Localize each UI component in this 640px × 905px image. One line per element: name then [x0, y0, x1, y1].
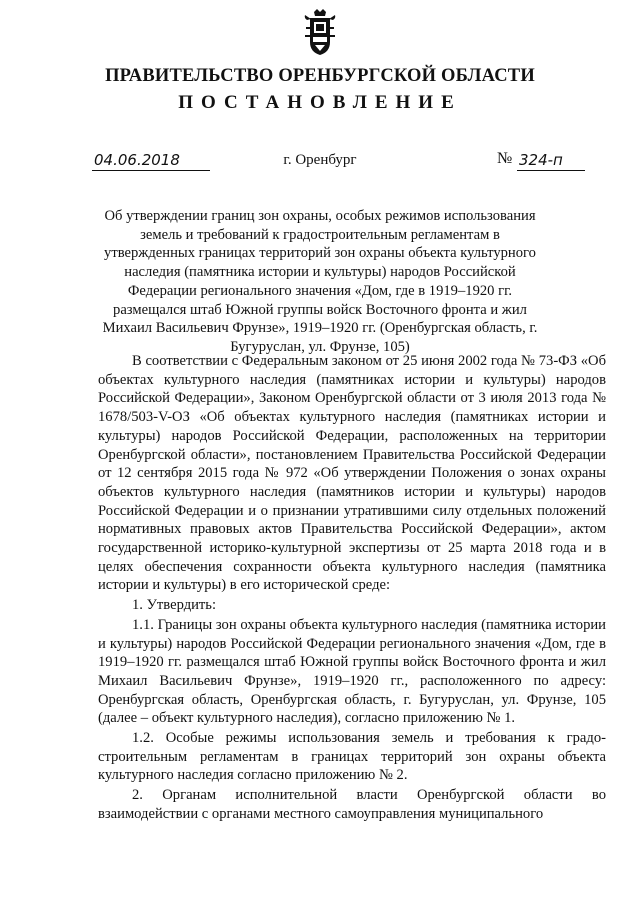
document-number-label: №	[497, 150, 513, 167]
coat-of-arms-emblem	[303, 8, 337, 56]
document-title: Об утверждении границ зон охраны, особых режимов использования земель и требований к градостроительным регламентам в утвержденных границах территорий зон охраны объекта культурного наследия (памятника истории и культуры) народов Российской Федерации регионального значения «Дом, где в 1919–1920 гг. размещался штаб Южной группы войск Восточного фронта и жил Михаил Васильевич Фрунзе», 1919–1920 гг. (Оренбургская область, г. Бугуруслан, ул. Фрунзе, 105)	[102, 208, 538, 355]
document-body	[98, 352, 606, 824]
document-city: г. Оренбург	[283, 152, 357, 168]
document-date: 04.06.2018	[92, 151, 210, 171]
item-1-2: 1.2. Особые режимы использования земель и требования к градо-строительным регламентам в границах территорий зон охраны объекта культурного наследия согласно приложению № 2.	[98, 730, 606, 784]
item-2: 2. Органам исполнительной власти Оренбургской области во взаимодействии с органами местного самоуправления муниципального	[98, 787, 606, 822]
item-1: 1. Утвердить:	[132, 597, 217, 614]
organization-name: ПРАВИТЕЛЬСТВО ОРЕНБУРГСКОЙ ОБЛАСТИ	[105, 66, 535, 86]
item-1-1: 1.1. Границы зон охраны объекта культурного наследия (памятника истории и культуры) народов Российской Федерации регионального значения «Дом, где в 1919–1920 гг. размещался штаб Южной группы войск Восточного фронта и жил Михаил Васильевич Фрунзе», 1919–1920 гг., расположенного по адресу: Оренбургская область, Оренбургская область, г. Бугуруслан, ул. Фрунзе, 105 (далее – объект культурного наследия), согласно приложению № 1.	[98, 616, 606, 727]
document-type: ПОСТАНОВЛЕНИЕ	[178, 92, 462, 113]
preamble-paragraph: В соответствии с Федеральным законом от 25 июня 2002 года № 73-ФЗ «Об объектах культурного наследия (памятниках истории и культуры) народов Российской Федерации», Законом Оренбургской области от 3 июля 2013 года № 1678/503-V-ОЗ «Об объектах культурного наследия (памятниках истории и культуры) народов Российской Федерации, расположенных на территории Оренбургской области», постановлением Правительства Российской Федерации от 12 сентября 2015 года № 972 «Об утверждении Положения о зонах охраны объектов культурного наследия (памятников истории и культуры) народов Российской Федерации и о признании утратившими силу отдельных положений нормативных правовых актов Правительства Российской Федерации», актом государственной историко-культурной экспертизы от 25 марта 2018 года и в целях обеспечения сохранности объекта культурного наследия (памятника истории и культуры) в его исторической среде:	[98, 353, 606, 594]
document-number: 324-п	[517, 151, 585, 171]
